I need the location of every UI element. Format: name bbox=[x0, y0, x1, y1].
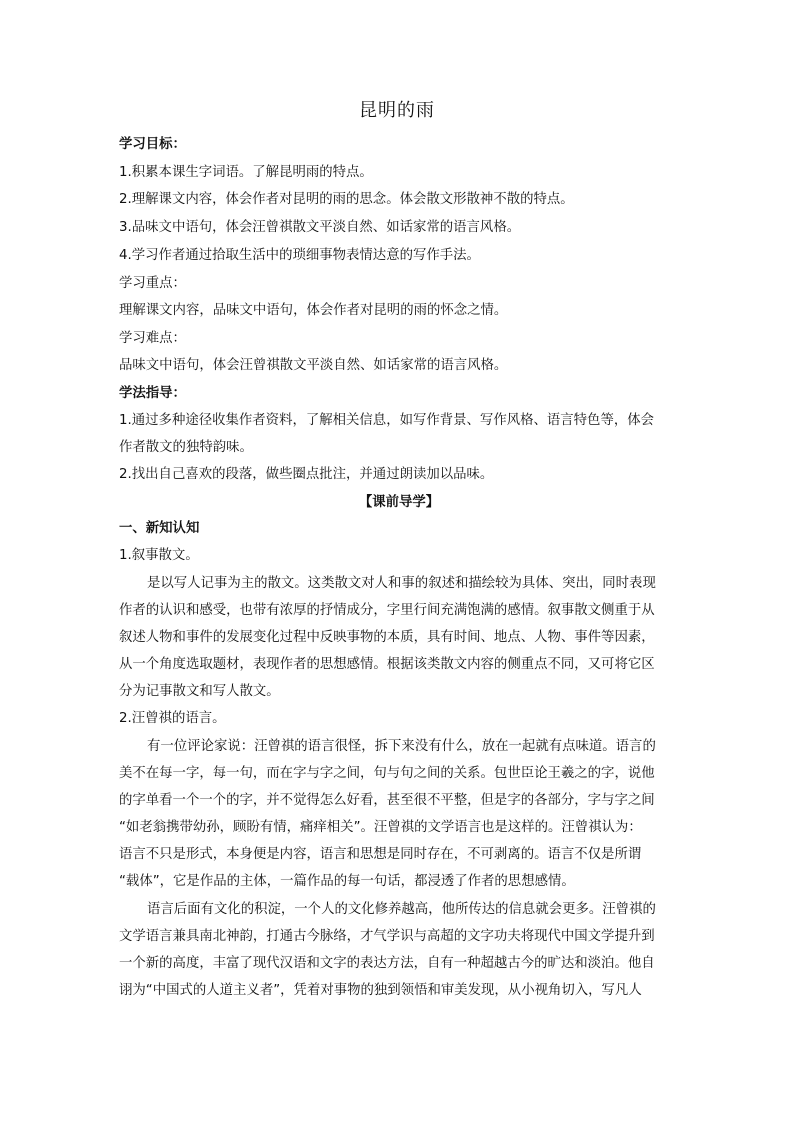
paragraph-line: 是以写人记事为主的散文。这类散文对人和事的叙述和描绘较为具体、突出，同时表现 bbox=[147, 576, 656, 591]
method-heading: 学法指导： bbox=[119, 386, 186, 401]
key-points-heading: 学习重点： bbox=[119, 276, 186, 291]
paragraph-line: 语言不只是形式，本身便是内容，语言和思想是同时存在，不可剥离的。语言不仅是所谓 bbox=[119, 847, 642, 862]
paragraph-line: 的字单看一个一个的字，并不觉得怎么好看，甚至很不平整，但是字的各部分，字与字之间 bbox=[119, 793, 655, 808]
paragraph-line: 文学语言兼具南北神韵，打通古今脉络，才气学识与高超的文字功夫将现代中国文学提升到 bbox=[119, 929, 655, 944]
objective-item: 1.积累本课生字词语。了解昆明雨的特点。 bbox=[119, 165, 373, 180]
objective-item: 3.品味文中语句，体会汪曾祺散文平淡自然、如话家常的语言风格。 bbox=[119, 220, 521, 235]
item2-title: 2.汪曾祺的语言。 bbox=[119, 711, 226, 726]
objective-item: 2.理解课文内容，体会作者对昆明的雨的思念。体会散文形散神不散的特点。 bbox=[119, 192, 574, 207]
difficulties-heading: 学习难点： bbox=[119, 331, 186, 346]
document-title: 昆明的雨 bbox=[359, 100, 435, 121]
paragraph-line: 叙述人物和事件的发展变化过程中反映事物的本质，具有时间、地点、人物、事件等因素， bbox=[119, 630, 655, 645]
method-line: 2.找出自己喜欢的段落，做些圈点批注，并通过朗读加以品味。 bbox=[119, 467, 494, 482]
paragraph-line: 一个新的高度，丰富了现代汉语和文字的表达方法，自有一种超越古今的旷达和淡泊。他自 bbox=[119, 956, 655, 971]
method-line: 1.通过多种途径收集作者资料，了解相关信息，如写作背景、写作风格、语言特色等，体会 bbox=[119, 413, 655, 428]
objectives-heading: 学习目标： bbox=[119, 137, 186, 152]
new-knowledge-heading: 一、新知认知 bbox=[119, 521, 200, 536]
paragraph-line: 从一个角度选取题材，表现作者的思想感情。根据该类散文内容的侧重点不同，又可将它区 bbox=[119, 657, 655, 672]
paragraph-line: 作者的认识和感受，也带有浓厚的抒情成分，字里行间充满饱满的感情。叙事散文侧重于从 bbox=[119, 603, 655, 618]
key-points-text: 理解课文内容，品味文中语句，体会作者对昆明的雨的怀念之情。 bbox=[119, 303, 508, 318]
paragraph-line: 语言后面有文化的积淀，一个人的文化修养越高，他所传达的信息就会更多。汪曾祺的 bbox=[147, 902, 656, 917]
paragraph-line: 分为记事散文和写人散文。 bbox=[119, 684, 280, 699]
paragraph-line: 有一位评论家说：汪曾祺的语言很怪，拆下来没有什么，放在一起就有点味道。语言的 bbox=[147, 739, 656, 754]
paragraph-line: 诩为“中国式的人道主义者”，凭着对事物的独到领悟和审美发现，从小视角切入，写凡人 bbox=[119, 983, 642, 998]
section-header: 【课前导学】 bbox=[358, 495, 440, 510]
item1-title: 1.叙事散文。 bbox=[119, 548, 199, 563]
paragraph-line: “载体”，它是作品的主体，一篇作品的每一句话，都浸透了作者的思想感情。 bbox=[119, 874, 575, 889]
paragraph-line: “如老翁携带幼孙，顾盼有情，痛痒相关”。汪曾祺的文学语言也是这样的。汪曾祺认为： bbox=[119, 820, 642, 835]
method-line: 作者散文的独特韵味。 bbox=[119, 440, 253, 455]
difficulties-text: 品味文中语句，体会汪曾祺散文平淡自然、如话家常的语言风格。 bbox=[119, 358, 508, 373]
paragraph-line: 美不在每一字，每一句，而在字与字之间，句与句之间的关系。包世臣论王羲之的字，说他 bbox=[119, 766, 655, 781]
objective-item: 4.学习作者通过拾取生活中的琐细事物表情达意的写作手法。 bbox=[119, 248, 480, 263]
